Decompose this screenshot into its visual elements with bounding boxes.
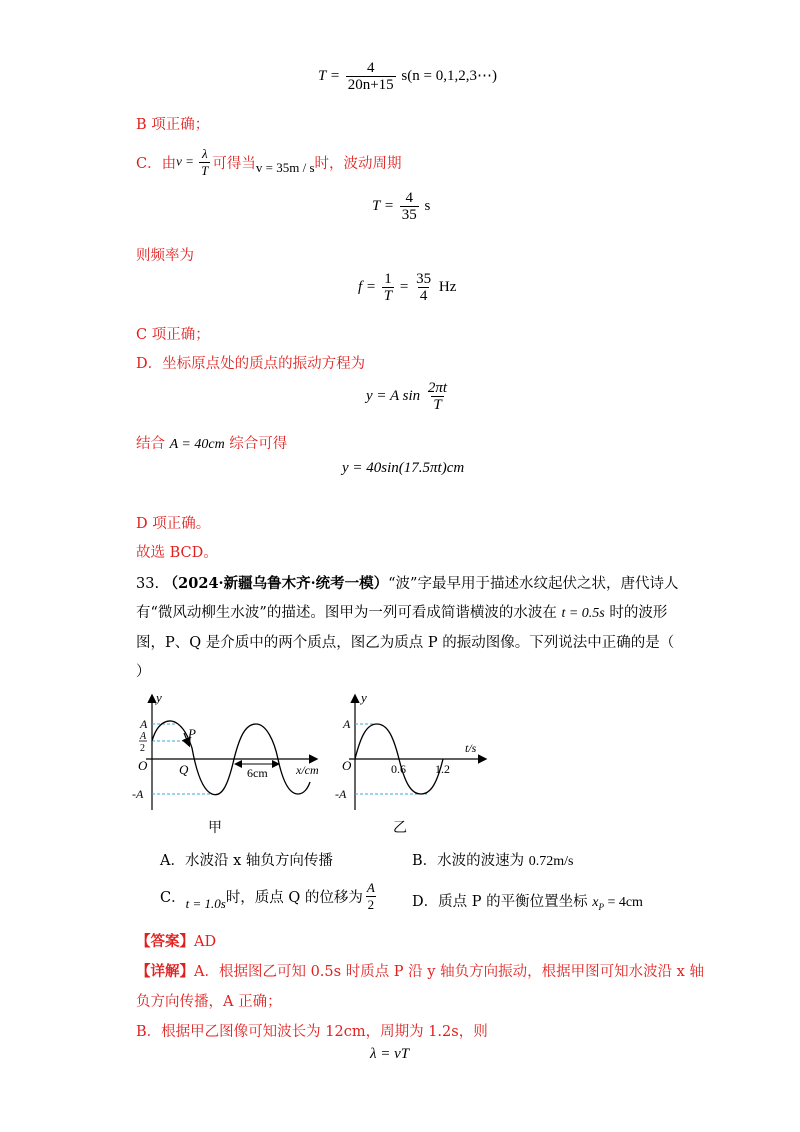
answer-label: 【答案】 [136, 933, 194, 950]
frac-num: λ [201, 146, 208, 161]
eq-condition: (n = 0,1,2,3⋯) [407, 67, 497, 84]
detail-text: A．根据图乙可知 0.5s 时质点 P 沿 y 轴负方向振动，根据甲图可知水波沿 x 轴 [194, 964, 704, 980]
frac-den: T [201, 163, 209, 178]
question-text: 有“微风动柳生水波”的描述。图甲为一列可看成简谐横波的水波在 [136, 605, 557, 621]
equals: = [399, 278, 409, 295]
detail-line-1 [136, 960, 704, 981]
eq-oscillation-final: y = 40sin(17.5πt)cm [342, 460, 465, 476]
frac-den: 35 [401, 207, 417, 223]
fraction [346, 60, 396, 93]
line-b-correct: B 项正确； [136, 117, 210, 133]
tick-label-0-6: 0.6 [391, 762, 406, 776]
frac-num: 2πt [427, 380, 448, 396]
eq-lhs: T = [318, 67, 340, 84]
frac-num: 4 [405, 190, 413, 206]
question-line-2 [136, 601, 667, 622]
eq-oscillation-general [366, 380, 451, 413]
frac-num: 4 [366, 60, 375, 76]
answer-line [136, 930, 216, 951]
label-neg-a: -A [335, 787, 347, 801]
frac-num: 1 [384, 271, 392, 287]
frac-den: 2 [367, 897, 375, 912]
label-half-num: A [140, 731, 147, 742]
line-c-mid: 可得当 [212, 156, 256, 172]
line-combine [136, 432, 287, 453]
fraction [414, 271, 433, 304]
eq-lhs: f = [358, 278, 377, 295]
frac-den: T [383, 288, 393, 304]
caption-jia: 甲 [208, 821, 222, 836]
x-axis-label: x/cm [296, 763, 319, 777]
option-d [412, 890, 643, 912]
eq-period-35 [372, 190, 430, 223]
frac-den: T [433, 397, 442, 413]
label-p: P [188, 726, 196, 741]
option-d-value [592, 895, 643, 910]
line-c-correct: C 项正确； [136, 327, 210, 343]
eq-lhs: T = [372, 197, 394, 214]
figure-jia [128, 690, 333, 840]
question-number: 33. [136, 576, 160, 592]
option-c-text: 时，质点 Q 的位移为 [225, 890, 363, 906]
frac-num: A [366, 880, 375, 895]
question-line-1 [136, 572, 678, 593]
tick-label-1-2: 1.2 [435, 762, 450, 776]
label-a: A [343, 717, 351, 731]
frac-den: 4 [419, 288, 428, 304]
option-c-prefix: C． [160, 890, 186, 906]
origin-label: O [342, 758, 352, 773]
origin-label: O [138, 758, 148, 773]
detail-label: 【详解】 [136, 963, 194, 980]
answer-value: AD [194, 934, 217, 950]
line-frequency: 则频率为 [136, 248, 194, 264]
label-q: Q [179, 762, 189, 777]
line-d-correct: D 项正确。 [136, 516, 211, 532]
frac-num: 35 [416, 271, 432, 287]
eq-unit: s [401, 67, 408, 84]
detail-line-3: B．根据甲乙图像可知波长为 12cm，周期为 1.2s，则 [136, 1024, 488, 1040]
eq-period-general [318, 60, 497, 93]
option-c-time: t = 1.0s [185, 895, 226, 911]
fraction [426, 380, 449, 413]
eq-lhs: y = A sin [366, 387, 421, 404]
time-expr: t = 0.5s [561, 606, 605, 621]
line-c-prefix: C．由 [136, 156, 177, 172]
fraction [382, 271, 394, 304]
fraction [365, 880, 377, 913]
label-neg-a: -A [132, 787, 144, 801]
x-symbol: x [592, 895, 599, 910]
combine-prefix: 结合 [136, 436, 165, 452]
caption-yi: 乙 [393, 821, 407, 836]
option-b-value: 0.72m/s [528, 854, 574, 869]
option-b-text: B．水波的波速为 [412, 853, 525, 869]
line-c-suffix: 时，波动周期 [314, 156, 402, 172]
y-axis-label: y [361, 690, 367, 705]
option-b [412, 849, 574, 870]
option-a: A．水波沿 x 轴负方向传播 [160, 853, 333, 869]
line-d: D．坐标原点处的质点的振动方程为 [136, 356, 366, 372]
fraction [400, 190, 419, 223]
line-choose: 故选 BCD。 [136, 545, 218, 561]
v-lhs: v = [176, 153, 194, 169]
v-formula [176, 146, 212, 179]
label-half-den: 2 [140, 743, 145, 754]
subscript-p: P [598, 901, 604, 912]
label-span: 6cm [247, 766, 268, 780]
label-a: A [140, 717, 148, 731]
eq-unit: s [424, 197, 431, 214]
y-axis-label: y [156, 690, 162, 705]
question-line-4: ） [136, 664, 151, 680]
amplitude-expr: A = 40cm [169, 437, 225, 452]
x-value: = 4cm [603, 895, 643, 910]
question-line-3: 图，P、Q 是介质中的两个质点，图乙为质点 P 的振动图像。下列说法中正确的是（ [136, 635, 675, 651]
option-c [160, 880, 379, 913]
question-source: （2024·新疆乌鲁木齐·统考一模） [163, 575, 389, 592]
eq-unit: Hz [438, 278, 457, 295]
v-value: v = 35m / s [255, 159, 315, 175]
wave-curve [152, 721, 310, 795]
fraction [199, 146, 210, 179]
eq-frequency [358, 271, 456, 304]
detail-line-2: 负方向传播，A 正确； [136, 994, 282, 1010]
combine-suffix: 综合可得 [229, 436, 288, 452]
t-axis-label: t/s [465, 741, 477, 755]
frac-den: 20n+15 [347, 77, 394, 93]
question-text: “波”字最早用于描述水纹起伏之状，唐代诗人 [388, 576, 679, 592]
line-c [136, 146, 402, 179]
question-text: 时的波形 [609, 605, 668, 621]
option-d-text: D．质点 P 的平衡位置坐标 [412, 894, 588, 910]
figure-yi [335, 690, 495, 840]
eq-wavelength: λ = vT [370, 1046, 410, 1062]
